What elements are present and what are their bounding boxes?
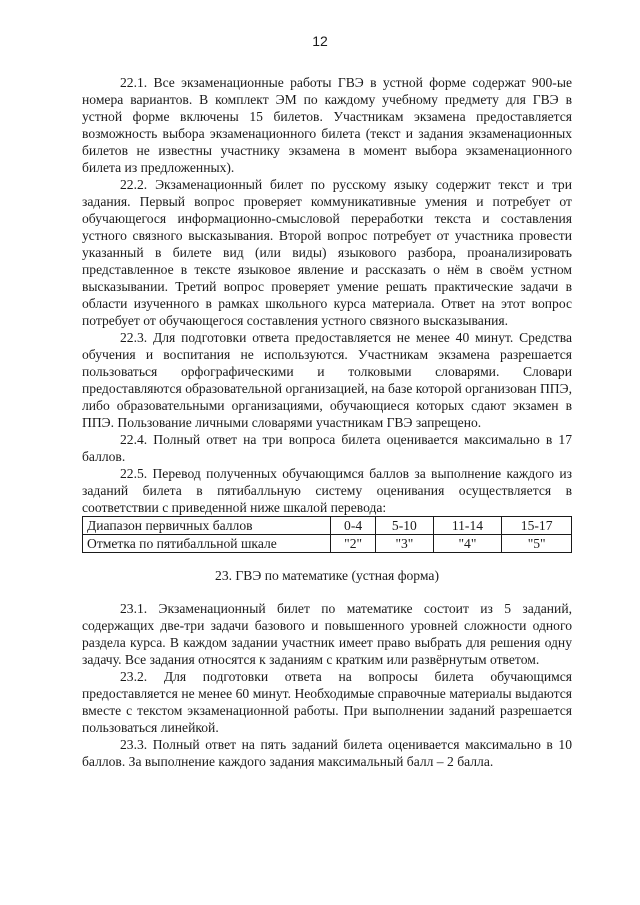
- page-content: [82, 74, 572, 770]
- page-number: 12: [312, 33, 328, 49]
- table-row: [83, 517, 572, 535]
- table-cell: "4": [433, 535, 502, 553]
- table-cell: "5": [502, 535, 572, 553]
- paragraph-23-2: 23.2. Для подготовки ответа на вопросы билета обучающимся предоставляется не менее 60 минут. Необходимые справочные материалы выдаются вместе с текстом экзаменационной работы. При выполнении заданий разрешается пользоваться линейкой.: [82, 669, 572, 735]
- paragraph-22-5: 22.5. Перевод полученных обучающимся баллов за выполнение каждого из заданий билета в пятибалльную систему оценивания осуществляется в соответствии с приведенной ниже шкалой перевода:: [82, 466, 572, 515]
- section-title: 23. ГВЭ по математике (устная форма): [215, 568, 439, 583]
- table-cell: Диапазон первичных баллов: [83, 517, 331, 535]
- table-row: [83, 535, 572, 553]
- table-cell: 11-14: [433, 517, 502, 535]
- table-cell: "2": [331, 535, 376, 553]
- paragraph-22-3: 22.3. Для подготовки ответа предоставляется не менее 40 минут. Средства обучения и воспитания не используются. Участникам экзамена разрешается пользоваться орфографическими и толковыми словарями. Словари предоставляются образовательной организацией, на базе которой организован ППЭ, либо образовательными организациями, обучающиеся которых сдают экзамен в ППЭ. Пользование личными словарями участникам ГВЭ запрещено.: [82, 330, 572, 430]
- table-cell: 0-4: [331, 517, 376, 535]
- paragraph-23-1: 23.1. Экзаменационный билет по математике состоит из 5 заданий, содержащих две-три задачи базового и повышенного уровней сложности одного раздела курса. В каждом задании участник имеет право выбрать для решения одну задачу. Все задания относятся к заданиям с кратким или развёрнутым ответом.: [82, 601, 572, 667]
- table-cell: 5-10: [376, 517, 433, 535]
- paragraph-23-3: 23.3. Полный ответ на пять заданий билета оценивается максимально в 10 баллов. За выполнение каждого задания максимальный балл – 2 балла.: [82, 737, 572, 769]
- table-cell: 15-17: [502, 517, 572, 535]
- paragraph-22-1: 22.1. Все экзаменационные работы ГВЭ в устной форме содержат 900-ые номера вариантов. В комплект ЭМ по каждому учебному предмету для ГВЭ в устной форме включены 15 билетов. Участникам экзамена предоставляется возможность выбора экзаменационного билета (текст и задания экзаменационных билетов не известны участнику экзамена в момент выбора экзаменационного билета из предложенных).: [82, 75, 572, 175]
- paragraph-22-4: 22.4. Полный ответ на три вопроса билета оценивается максимально в 17 баллов.: [82, 432, 572, 464]
- table-cell: Отметка по пятибалльной шкале: [83, 535, 331, 553]
- table-cell: "3": [376, 535, 433, 553]
- paragraph-22-2: 22.2. Экзаменационный билет по русскому языку содержит текст и три задания. Первый вопрос проверяет коммуникативные умения и потребует от обучающегося информационно-смысловой переработки текста и составления устного связного высказывания. Второй вопрос потребует от участника провести указанный в билете вид (или виды) языкового разбора, проанализировать представленное в тексте языковое явление и рассказать о нём в своём устном высказывании. Третий вопрос проверяет умение решать практические задачи в области изученного в рамках школьного курса материала. Ответ на этот вопрос потребует от обучающегося составления устного связного высказывания.: [82, 177, 572, 328]
- grade-scale-table: [82, 516, 572, 553]
